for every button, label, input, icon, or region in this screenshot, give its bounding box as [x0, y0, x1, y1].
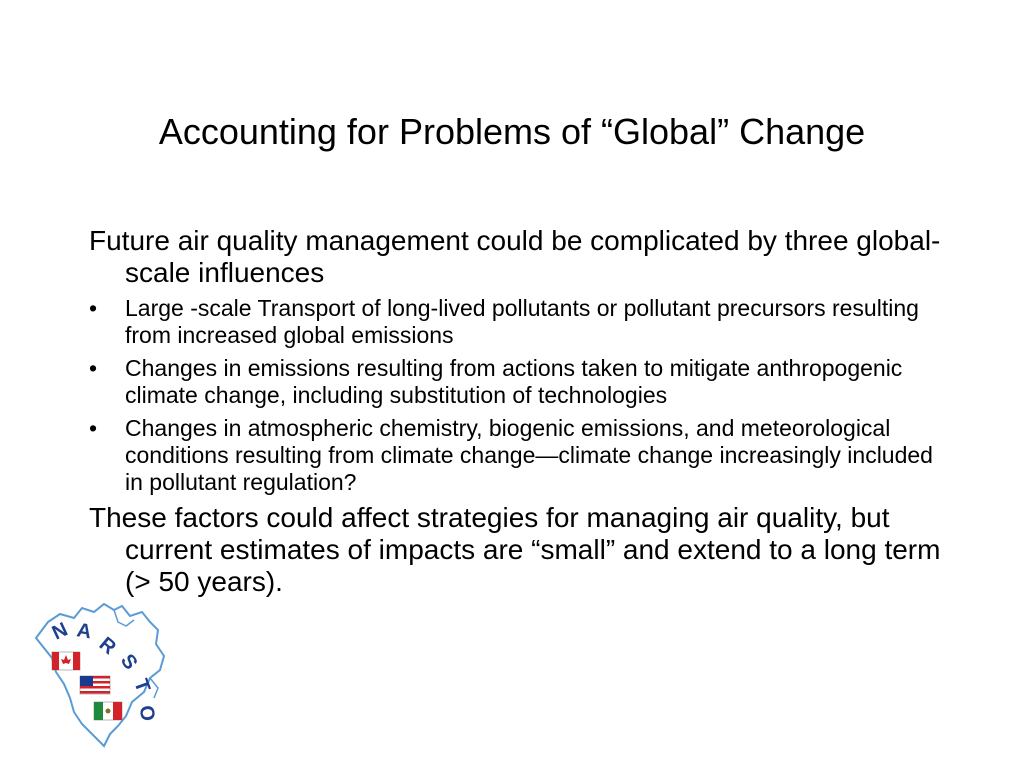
- usa-flag-icon: [80, 676, 110, 694]
- bullet-item: [89, 295, 949, 349]
- coast-detail: [114, 610, 134, 626]
- bullet-text: Changes in emissions resulting from actions taken to mitigate anthropogenic climate change, including substitution of technologies: [125, 355, 903, 408]
- logo-letter: T: [129, 676, 155, 696]
- slide-body: [89, 225, 949, 598]
- bullet-list: [89, 295, 949, 496]
- logo-letter: O: [135, 704, 159, 722]
- closing-paragraph: These factors could affect strategies for managing air quality, but current estimates of impacts are “small” and extend to a long term (> 50 years).: [89, 502, 941, 597]
- logo-letter: S: [115, 650, 142, 674]
- logo-letter: A: [75, 619, 94, 644]
- mexico-flag-icon: [94, 702, 122, 720]
- bullet-icon: •: [89, 295, 98, 321]
- bullet-item: [89, 355, 949, 409]
- bullet-icon: •: [89, 355, 98, 381]
- bullet-icon: •: [89, 415, 98, 441]
- bullet-text: Large -scale Transport of long-lived pollutants or pollutant precursors resulting from increased global emissions: [125, 295, 919, 348]
- logo-letter: N: [48, 618, 72, 645]
- bullet-item: [89, 415, 949, 496]
- canada-flag-icon: [52, 652, 80, 670]
- bullet-text: Changes in atmospheric chemistry, biogenic emissions, and meteorological conditions resulting from climate change—climate change increasingly included in pollutant regulation?: [125, 415, 933, 495]
- slide-title: Accounting for Problems of “Global” Change: [158, 111, 866, 152]
- lead-paragraph: Future air quality management could be complicated by three global-scale influences: [89, 225, 941, 288]
- narsto-logo: [30, 600, 180, 752]
- narsto-north-america-logo-icon: [30, 600, 180, 752]
- logo-letter: R: [94, 632, 120, 660]
